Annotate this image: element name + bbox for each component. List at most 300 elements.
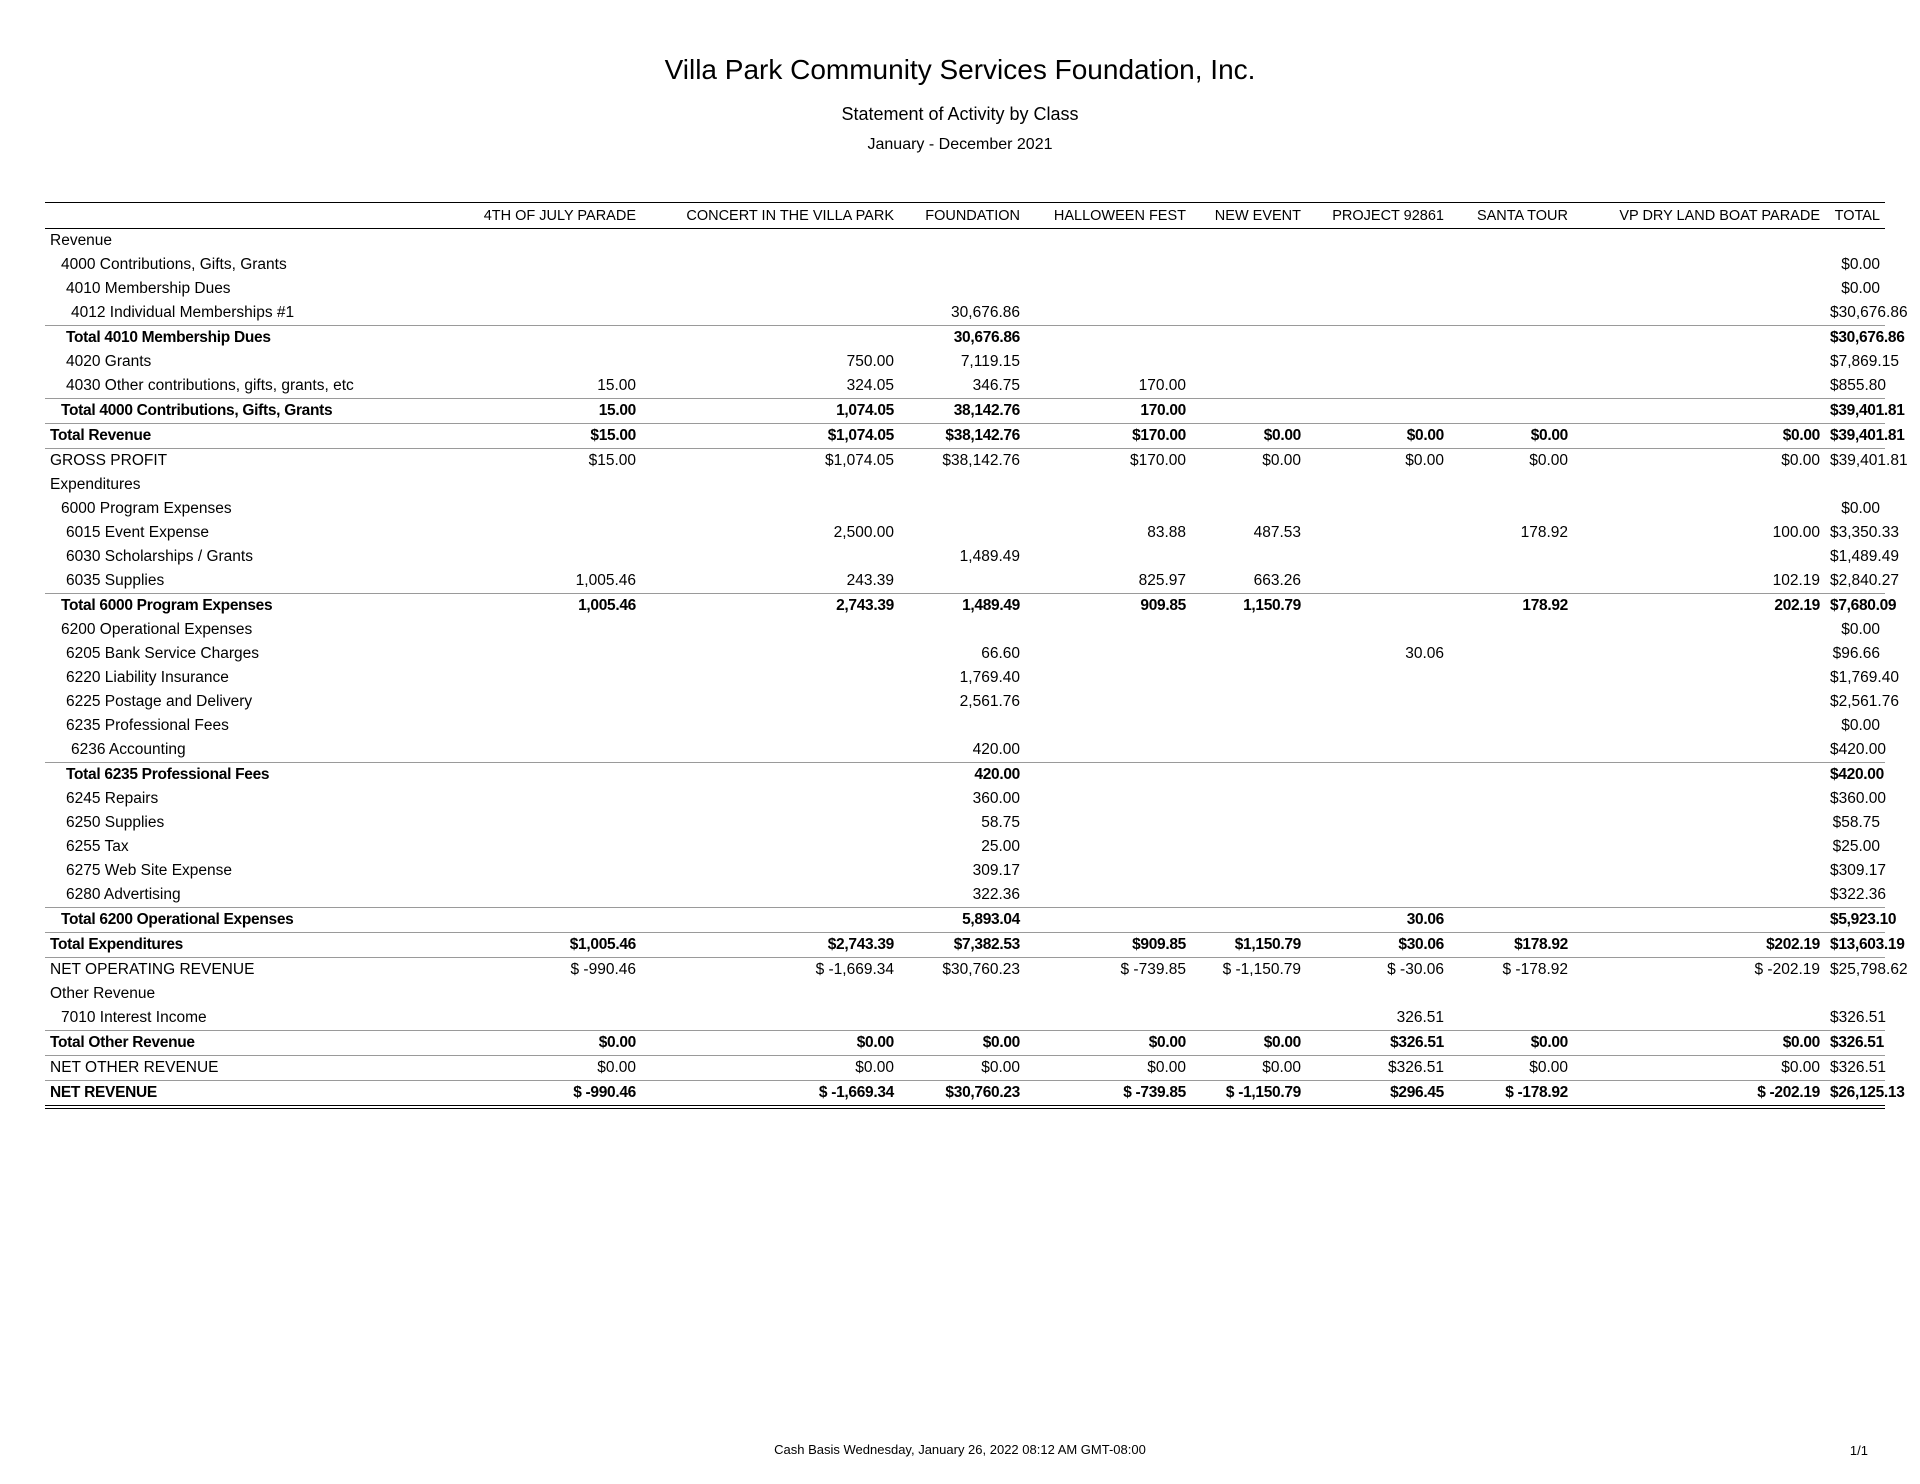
amount-cell: $420.00 xyxy=(1825,763,1885,788)
amount-cell xyxy=(1573,859,1825,883)
amount-cell xyxy=(641,666,899,690)
amount-cell: $ -178.92 xyxy=(1449,958,1573,983)
table-row xyxy=(45,473,1885,497)
amount-cell xyxy=(1025,301,1191,326)
amount-cell xyxy=(427,883,641,908)
amount-cell xyxy=(641,714,899,738)
table-row xyxy=(45,642,1885,666)
amount-cell xyxy=(1191,835,1306,859)
amount-cell: $1,489.49 xyxy=(1830,548,1899,565)
amount-cell xyxy=(1025,787,1191,811)
amount-cell xyxy=(1449,642,1573,666)
amount-cell: $ -178.92 xyxy=(1449,1081,1573,1108)
amount-cell: $178.92 xyxy=(1449,933,1573,958)
amount-cell: $0.00 xyxy=(1449,449,1573,474)
amount-cell xyxy=(1449,545,1573,569)
row-label: 6000 Program Expenses xyxy=(61,500,232,517)
amount-cell xyxy=(1025,982,1191,1006)
amount-cell xyxy=(1025,497,1191,521)
amount-cell: 102.19 xyxy=(1772,572,1820,589)
amount-cell: 326.51 xyxy=(1396,1009,1444,1026)
amount-cell xyxy=(427,1006,641,1031)
amount-cell: $7,382.53 xyxy=(899,933,1025,958)
amount-cell xyxy=(641,618,899,642)
amount-cell: $30,760.23 xyxy=(899,1081,1025,1108)
amount-cell xyxy=(1306,835,1449,859)
row-label: 6255 Tax xyxy=(66,838,129,855)
amount-cell xyxy=(427,229,641,254)
amount-cell xyxy=(1449,883,1573,908)
table-row xyxy=(45,982,1885,1006)
amount-cell: $2,561.76 xyxy=(1830,693,1899,710)
amount-cell: 15.00 xyxy=(597,377,636,394)
amount-cell: $ -990.46 xyxy=(427,958,641,983)
amount-cell xyxy=(1191,374,1306,399)
amount-cell: 25.00 xyxy=(981,838,1020,855)
amount-cell: $0.00 xyxy=(1191,424,1306,449)
amount-cell: $25.00 xyxy=(1832,838,1880,855)
amount-cell xyxy=(641,811,899,835)
amount-cell xyxy=(1573,666,1825,690)
row-label: 4012 Individual Memberships #1 xyxy=(71,304,295,321)
amount-cell: $0.00 xyxy=(1841,256,1880,273)
amount-cell: $30,760.23 xyxy=(899,958,1025,983)
amount-cell: $1,769.40 xyxy=(1830,669,1899,686)
amount-cell: 825.97 xyxy=(1138,572,1186,589)
amount-cell xyxy=(641,326,899,351)
amount-cell xyxy=(1025,908,1191,933)
amount-cell xyxy=(1191,811,1306,835)
amount-cell xyxy=(1306,714,1449,738)
amount-cell xyxy=(1306,569,1449,594)
row-label: 4020 Grants xyxy=(66,353,152,370)
amount-cell: $0.00 xyxy=(1573,1056,1825,1081)
amount-cell xyxy=(1191,545,1306,569)
amount-cell xyxy=(427,835,641,859)
row-label: NET REVENUE xyxy=(45,1081,427,1108)
amount-cell xyxy=(899,253,1025,277)
amount-cell xyxy=(1306,374,1449,399)
amount-cell xyxy=(1573,497,1825,521)
amount-cell xyxy=(1573,714,1825,738)
row-label: Total 6200 Operational Expenses xyxy=(45,908,427,933)
table-row xyxy=(45,1031,1885,1056)
amount-cell xyxy=(1191,277,1306,301)
amount-cell xyxy=(641,642,899,666)
amount-cell xyxy=(1449,690,1573,714)
amount-cell: $0.00 xyxy=(1841,500,1880,517)
amount-cell xyxy=(1573,690,1825,714)
amount-cell xyxy=(1306,229,1449,254)
amount-cell: $5,923.10 xyxy=(1825,908,1885,933)
amount-cell xyxy=(1191,301,1306,326)
amount-cell: $0.00 xyxy=(1191,1031,1306,1056)
amount-cell: $2,743.39 xyxy=(641,933,899,958)
amount-cell xyxy=(1449,350,1573,374)
amount-cell xyxy=(1025,545,1191,569)
table-row xyxy=(45,883,1885,908)
amount-cell: $7,869.15 xyxy=(1830,353,1899,370)
amount-cell: $0.00 xyxy=(1573,449,1825,474)
amount-cell xyxy=(1573,1006,1825,1031)
amount-cell xyxy=(427,618,641,642)
table-row xyxy=(45,545,1885,569)
amount-cell: 170.00 xyxy=(1138,377,1186,394)
report-title: Statement of Activity by Class xyxy=(841,104,1079,124)
amount-cell xyxy=(1449,1006,1573,1031)
table-row xyxy=(45,1081,1885,1108)
amount-cell xyxy=(427,908,641,933)
amount-cell xyxy=(1191,859,1306,883)
amount-cell: 322.36 xyxy=(972,886,1020,903)
amount-cell: $30,676.86 xyxy=(1825,326,1885,351)
amount-cell: $0.00 xyxy=(899,1056,1025,1081)
amount-cell: $360.00 xyxy=(1830,790,1887,807)
amount-cell: $0.00 xyxy=(1191,449,1306,474)
amount-cell: $0.00 xyxy=(1025,1031,1191,1056)
amount-cell: $96.66 xyxy=(1832,645,1880,662)
amount-cell: 2,743.39 xyxy=(641,594,899,619)
column-header: HALLOWEEN FEST xyxy=(1025,203,1191,229)
amount-cell: $39,401.81 xyxy=(1825,449,1885,474)
amount-cell xyxy=(899,229,1025,254)
amount-cell xyxy=(1191,666,1306,690)
amount-cell xyxy=(1306,350,1449,374)
column-header: PROJECT 92861 xyxy=(1306,203,1449,229)
amount-cell xyxy=(1025,1006,1191,1031)
amount-cell: 2,500.00 xyxy=(833,524,894,541)
amount-cell xyxy=(427,690,641,714)
amount-cell: $38,142.76 xyxy=(899,424,1025,449)
table-row xyxy=(45,714,1885,738)
amount-cell xyxy=(1191,1006,1306,1031)
amount-cell: $1,074.05 xyxy=(641,449,899,474)
amount-cell xyxy=(1306,618,1449,642)
column-header-row xyxy=(45,203,1885,229)
amount-cell xyxy=(899,497,1025,521)
amount-cell xyxy=(427,763,641,788)
amount-cell xyxy=(427,738,641,763)
amount-cell xyxy=(427,521,641,545)
table-row xyxy=(45,908,1885,933)
amount-cell xyxy=(641,277,899,301)
amount-cell: $ -202.19 xyxy=(1573,1081,1825,1108)
amount-cell xyxy=(1573,277,1825,301)
amount-cell: $0.00 xyxy=(1841,621,1880,638)
amount-cell: $0.00 xyxy=(1025,1056,1191,1081)
amount-cell: 202.19 xyxy=(1573,594,1825,619)
amount-cell xyxy=(1449,666,1573,690)
amount-cell xyxy=(1191,714,1306,738)
table-row xyxy=(45,811,1885,835)
table-row xyxy=(45,1006,1885,1031)
amount-cell: $0.00 xyxy=(1191,1056,1306,1081)
row-label: 6250 Supplies xyxy=(66,814,165,831)
amount-cell xyxy=(1306,763,1449,788)
amount-cell: $420.00 xyxy=(1830,741,1887,758)
table-row xyxy=(45,690,1885,714)
table-row xyxy=(45,618,1885,642)
amount-cell: 38,142.76 xyxy=(899,399,1025,424)
amount-cell: 178.92 xyxy=(1449,594,1573,619)
amount-cell xyxy=(641,859,899,883)
amount-cell: 309.17 xyxy=(972,862,1020,879)
amount-cell xyxy=(1573,229,1825,254)
amount-cell: $326.51 xyxy=(1306,1031,1449,1056)
amount-cell xyxy=(641,301,899,326)
amount-cell: 178.92 xyxy=(1520,524,1568,541)
amount-cell xyxy=(1449,618,1573,642)
amount-cell xyxy=(1449,908,1573,933)
amount-cell xyxy=(427,642,641,666)
amount-cell xyxy=(427,497,641,521)
amount-cell: $296.45 xyxy=(1306,1081,1449,1108)
amount-cell xyxy=(899,618,1025,642)
amount-cell: 243.39 xyxy=(846,572,894,589)
amount-cell: $326.51 xyxy=(1830,1009,1887,1026)
table-row xyxy=(45,449,1885,474)
row-label: 4030 Other contributions, gifts, grants, etc xyxy=(66,377,354,394)
amount-cell: $0.00 xyxy=(899,1031,1025,1056)
amount-cell xyxy=(1306,253,1449,277)
amount-cell: 420.00 xyxy=(899,763,1025,788)
amount-cell: 1,489.49 xyxy=(899,594,1025,619)
amount-cell xyxy=(641,763,899,788)
amount-cell xyxy=(641,787,899,811)
amount-cell xyxy=(427,301,641,326)
amount-cell xyxy=(1825,473,1885,497)
amount-cell xyxy=(427,350,641,374)
amount-cell: $909.85 xyxy=(1025,933,1191,958)
amount-cell xyxy=(1025,326,1191,351)
amount-cell xyxy=(1449,569,1573,594)
amount-cell xyxy=(1025,738,1191,763)
amount-cell xyxy=(1306,811,1449,835)
amount-cell xyxy=(1573,350,1825,374)
amount-cell xyxy=(1306,326,1449,351)
row-label: 6035 Supplies xyxy=(66,572,165,589)
report-period: January - December 2021 xyxy=(867,136,1053,153)
amount-cell xyxy=(1191,763,1306,788)
amount-cell xyxy=(427,787,641,811)
amount-cell: $0.00 xyxy=(1449,1056,1573,1081)
amount-cell: $30.06 xyxy=(1306,933,1449,958)
table-row xyxy=(45,933,1885,958)
amount-cell xyxy=(1449,229,1573,254)
amount-cell xyxy=(1025,811,1191,835)
amount-cell xyxy=(641,835,899,859)
table-row xyxy=(45,301,1885,326)
amount-cell: 58.75 xyxy=(981,814,1020,831)
amount-cell: 66.60 xyxy=(981,645,1020,662)
amount-cell: $39,401.81 xyxy=(1825,399,1885,424)
amount-cell: 5,893.04 xyxy=(899,908,1025,933)
amount-cell xyxy=(641,473,899,497)
amount-cell xyxy=(1191,642,1306,666)
amount-cell xyxy=(1449,811,1573,835)
amount-cell: 1,150.79 xyxy=(1191,594,1306,619)
row-label: GROSS PROFIT xyxy=(45,449,427,474)
amount-cell: $322.36 xyxy=(1830,886,1887,903)
amount-cell: $58.75 xyxy=(1832,814,1880,831)
amount-cell xyxy=(1573,883,1825,908)
row-label: NET OPERATING REVENUE xyxy=(45,958,427,983)
amount-cell xyxy=(1449,763,1573,788)
amount-cell xyxy=(427,545,641,569)
table-row xyxy=(45,1056,1885,1081)
amount-cell xyxy=(641,883,899,908)
amount-cell xyxy=(1449,399,1573,424)
table-row xyxy=(45,835,1885,859)
amount-cell: 30,676.86 xyxy=(899,326,1025,351)
amount-cell: $1,150.79 xyxy=(1191,933,1306,958)
amount-cell xyxy=(1449,301,1573,326)
amount-cell xyxy=(1191,787,1306,811)
amount-cell xyxy=(641,908,899,933)
table-row xyxy=(45,374,1885,399)
table-row xyxy=(45,859,1885,883)
amount-cell: 346.75 xyxy=(972,377,1020,394)
amount-cell: $1,005.46 xyxy=(427,933,641,958)
table-row xyxy=(45,277,1885,301)
amount-cell: $0.00 xyxy=(1449,424,1573,449)
column-header xyxy=(45,203,427,229)
row-label: Total 6000 Program Expenses xyxy=(45,594,427,619)
row-label: 6275 Web Site Expense xyxy=(66,862,233,879)
amount-cell xyxy=(1573,326,1825,351)
amount-cell xyxy=(641,253,899,277)
row-label: 6236 Accounting xyxy=(71,741,186,758)
amount-cell xyxy=(1025,618,1191,642)
amount-cell xyxy=(1025,859,1191,883)
amount-cell xyxy=(1191,883,1306,908)
amount-cell xyxy=(1306,545,1449,569)
amount-cell: $0.00 xyxy=(1449,1031,1573,1056)
row-label: 6280 Advertising xyxy=(66,886,181,903)
row-label: Total 4000 Contributions, Gifts, Grants xyxy=(45,399,427,424)
amount-cell: $15.00 xyxy=(427,449,641,474)
amount-cell xyxy=(1449,253,1573,277)
amount-cell xyxy=(427,811,641,835)
amount-cell xyxy=(899,521,1025,545)
organization-name: Villa Park Community Services Foundation, Inc. xyxy=(664,54,1256,85)
amount-cell xyxy=(1825,229,1885,254)
amount-cell: $ -990.46 xyxy=(427,1081,641,1108)
amount-cell xyxy=(1025,666,1191,690)
amount-cell xyxy=(1191,497,1306,521)
amount-cell xyxy=(1191,473,1306,497)
report-footer: Cash Basis Wednesday, January 26, 2022 08:12 AM GMT-08:00 xyxy=(774,1442,1146,1457)
amount-cell: $0.00 xyxy=(1573,424,1825,449)
page-number: 1/1 xyxy=(1849,1443,1868,1458)
amount-cell xyxy=(427,714,641,738)
table-row xyxy=(45,666,1885,690)
amount-cell: $0.00 xyxy=(1573,1031,1825,1056)
amount-cell: $0.00 xyxy=(1841,717,1880,734)
amount-cell: 30.06 xyxy=(1306,908,1449,933)
amount-cell: $7,680.09 xyxy=(1825,594,1885,619)
table-row xyxy=(45,229,1885,254)
column-header: FOUNDATION xyxy=(899,203,1025,229)
amount-cell xyxy=(1573,982,1825,1006)
amount-cell: $0.00 xyxy=(427,1031,641,1056)
amount-cell xyxy=(1825,982,1885,1006)
row-label: Other Revenue xyxy=(50,985,156,1002)
amount-cell xyxy=(1573,642,1825,666)
amount-cell: $326.51 xyxy=(1825,1056,1885,1081)
amount-cell xyxy=(899,569,1025,594)
amount-cell xyxy=(1573,763,1825,788)
amount-cell: $0.00 xyxy=(1306,449,1449,474)
amount-cell xyxy=(1306,738,1449,763)
amount-cell xyxy=(1025,277,1191,301)
table-row xyxy=(45,326,1885,351)
amount-cell xyxy=(1025,714,1191,738)
amount-cell: 30.06 xyxy=(1405,645,1444,662)
amount-cell: 30,676.86 xyxy=(951,304,1020,321)
amount-cell xyxy=(1025,350,1191,374)
amount-cell: $ -30.06 xyxy=(1306,958,1449,983)
amount-cell xyxy=(1449,738,1573,763)
amount-cell: $170.00 xyxy=(1025,449,1191,474)
amount-cell xyxy=(899,277,1025,301)
amount-cell: $38,142.76 xyxy=(899,449,1025,474)
amount-cell xyxy=(1306,473,1449,497)
amount-cell: $26,125.13 xyxy=(1825,1081,1885,1108)
amount-cell xyxy=(1306,497,1449,521)
amount-cell xyxy=(899,714,1025,738)
amount-cell xyxy=(1449,473,1573,497)
amount-cell xyxy=(1306,859,1449,883)
amount-cell: 1,005.46 xyxy=(575,572,636,589)
amount-cell: $0.00 xyxy=(1306,424,1449,449)
table-row xyxy=(45,958,1885,983)
amount-cell: $2,840.27 xyxy=(1830,572,1899,589)
amount-cell xyxy=(1573,399,1825,424)
amount-cell xyxy=(1573,301,1825,326)
amount-cell xyxy=(1191,399,1306,424)
amount-cell xyxy=(1191,350,1306,374)
amount-cell xyxy=(1306,883,1449,908)
amount-cell xyxy=(1025,253,1191,277)
amount-cell: 420.00 xyxy=(972,741,1020,758)
amount-cell xyxy=(641,1006,899,1031)
row-label: 6245 Repairs xyxy=(66,790,159,807)
amount-cell: $326.51 xyxy=(1306,1056,1449,1081)
table-row xyxy=(45,350,1885,374)
amount-cell: $0.00 xyxy=(1841,280,1880,297)
amount-cell xyxy=(1306,594,1449,619)
amount-cell xyxy=(1449,787,1573,811)
table-row xyxy=(45,569,1885,594)
row-label: NET OTHER REVENUE xyxy=(45,1056,427,1081)
table-row xyxy=(45,399,1885,424)
amount-cell xyxy=(1191,690,1306,714)
column-header: SANTA TOUR xyxy=(1449,203,1573,229)
amount-cell xyxy=(1449,497,1573,521)
amount-cell xyxy=(427,473,641,497)
row-label: Expenditures xyxy=(50,476,141,493)
amount-cell: $0.00 xyxy=(641,1031,899,1056)
amount-cell xyxy=(1573,253,1825,277)
amount-cell xyxy=(1025,835,1191,859)
amount-cell: $202.19 xyxy=(1573,933,1825,958)
amount-cell xyxy=(1191,253,1306,277)
column-header: CONCERT IN THE VILLA PARK xyxy=(641,203,899,229)
table-row xyxy=(45,497,1885,521)
amount-cell: $309.17 xyxy=(1830,862,1887,879)
amount-cell: 487.53 xyxy=(1253,524,1301,541)
